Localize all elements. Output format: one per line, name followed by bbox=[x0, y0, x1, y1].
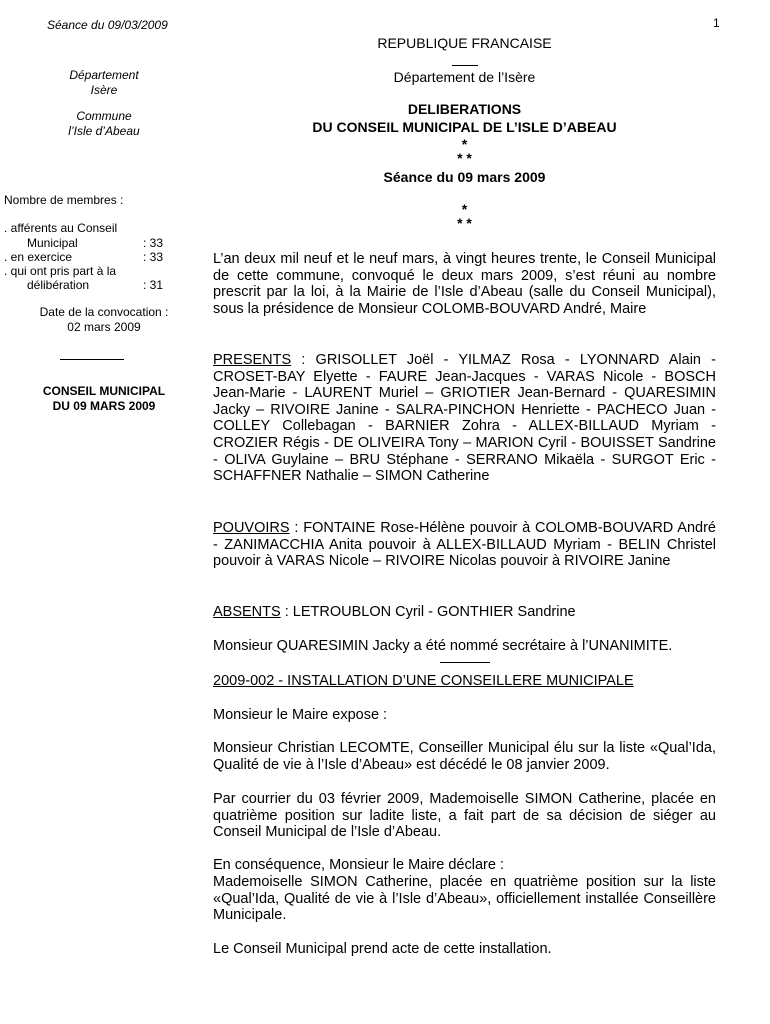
presents-paragraph bbox=[213, 352, 716, 485]
maire-expose: Monsieur le Maire expose : bbox=[213, 707, 388, 723]
convocation-date: 02 mars 2009 bbox=[67, 320, 141, 334]
members-title: Nombre de membres : bbox=[4, 193, 124, 207]
convocation-label: Date de la convocation : bbox=[39, 305, 169, 319]
item-divider bbox=[440, 662, 490, 663]
departement-label: Département bbox=[69, 68, 139, 82]
afferents-line2: Municipal bbox=[27, 236, 78, 250]
declaration-paragraph: Mademoiselle SIMON Catherine, placée en quatrième position sur la liste «Qual’Ida, Qualité de vie à l’Isle d’Abeau», officiellement installée Conseillère Municipale. bbox=[213, 874, 716, 924]
courrier-paragraph: Par courrier du 03 février 2009, Mademoiselle SIMON Catherine, placée en quatrième position sur ladite liste, a fait part de sa décision de siéger au Conseil Municipal de l’Isle d’Abeau. bbox=[213, 791, 716, 841]
afferents-count: : 33 bbox=[143, 236, 164, 250]
absents-text: : LETROUBLON Cyril - GONTHIER Sandrine bbox=[280, 604, 576, 620]
absents-label: ABSENTS bbox=[213, 604, 281, 620]
sidebar-departement bbox=[14, 68, 194, 98]
departement-line: Département de l’Isère bbox=[393, 69, 536, 85]
header-divider bbox=[452, 65, 478, 66]
star-single-1: * bbox=[461, 136, 468, 152]
consequence-line: En conséquence, Monsieur le Maire déclare : bbox=[213, 857, 504, 873]
star-single-2: * bbox=[461, 201, 468, 217]
presents-label: PRESENTS bbox=[213, 352, 292, 368]
sidebar-divider bbox=[60, 359, 124, 360]
republique-title: REPUBLIQUE FRANCAISE bbox=[377, 35, 552, 51]
pris-part-count: : 31 bbox=[143, 278, 164, 292]
deliberations-title: DELIBERATIONS bbox=[407, 101, 522, 117]
pouvoirs-text: : FONTAINE Rose-Hélène pouvoir à COLOMB-BOUVARD André - ZANIMACCHIA Anita pouvoir à ALLEX-BILLAUD Myriam - BELIN Christel pouvoir à VARAS Nicole – RIVOIRE Nicolas pouvoir à RIVOIRE Janine bbox=[213, 520, 716, 570]
secretaire-paragraph: Monsieur QUARESIMIN Jacky a été nommé secrétaire à l’UNANIMITE. bbox=[213, 638, 673, 654]
conseil-title: DU CONSEIL MUNICIPAL DE L’ISLE D’ABEAU bbox=[312, 119, 617, 135]
conseil-line2: DU 09 MARS 2009 bbox=[52, 399, 156, 413]
lecomte-paragraph: Monsieur Christian LECOMTE, Conseiller Municipal élu sur la liste «Qual’Ida, Qualité de vie à l’Isle d’Abeau» est décédé le 08 janvier 2009. bbox=[213, 740, 716, 773]
seance-title: Séance du 09 mars 2009 bbox=[383, 169, 546, 185]
exercice-label: . en exercice bbox=[4, 250, 73, 264]
acte-paragraph: Le Conseil Municipal prend acte de cette installation. bbox=[213, 941, 552, 957]
conseil-block bbox=[14, 384, 194, 414]
item-title-wrap bbox=[213, 673, 716, 690]
commune-label: Commune bbox=[76, 109, 132, 123]
star-double-2: * * bbox=[457, 215, 472, 231]
departement-value: Isère bbox=[90, 83, 118, 97]
intro-paragraph: L’an deux mil neuf et le neuf mars, à vingt heures trente, le Conseil Municipal de cette commune, convoqué le deux mars 2009, s’est réuni au nombre prescrit par la loi, à la Mairie de l’Isle d’Abeau (salle du Conseil Municipal), sous la présidence de Monsieur COLOMB-BOUVARD André, Maire bbox=[213, 251, 716, 317]
afferents-line1: . afférents au Conseil bbox=[4, 221, 118, 235]
conseil-line1: CONSEIL MUNICIPAL bbox=[42, 384, 166, 398]
page-number: 1 bbox=[713, 16, 720, 30]
pris-part-line1: . qui ont pris part à la bbox=[4, 264, 117, 278]
star-double-1: * * bbox=[457, 150, 472, 166]
commune-value: l’Isle d’Abeau bbox=[68, 124, 140, 138]
pouvoirs-paragraph bbox=[213, 520, 716, 570]
pouvoirs-label: POUVOIRS bbox=[213, 520, 290, 536]
exercice-count: : 33 bbox=[143, 250, 164, 264]
item-title: 2009-002 - INSTALLATION D’UNE CONSEILLERE MUNICIPALE bbox=[213, 673, 634, 689]
presents-text: : GRISOLLET Joël - YILMAZ Rosa - LYONNARD Alain - CROSET-BAY Elyette - FAURE Jean-Jacques - VARAS Nicole - BOSCH Jean-Marie - LAURENT Muriel – GRIOTIER Jean-Bernard - QUARESIMIN Jacky – RIVOIRE Janine - SALRA-PINCHON Henriette - PACHECO Juan - COLLEY Collebagan - BARNIER Zohra - ALLEX-BILLAUD Myriam - CROZIER Régis - DE OLIVEIRA Tony – MARION Cyril - BOUISSET Sandrine - OLIVA Guylaine – BRU Stéphane - SERRANO Mikaëla - SURGOT Eric - SCHAFFNER Nathalie – SIMON Catherine bbox=[213, 352, 716, 485]
session-date: Séance du 09/03/2009 bbox=[47, 18, 168, 32]
pris-part-line2: délibération bbox=[27, 278, 90, 292]
absents-paragraph bbox=[213, 604, 716, 621]
sidebar-commune bbox=[14, 109, 194, 139]
